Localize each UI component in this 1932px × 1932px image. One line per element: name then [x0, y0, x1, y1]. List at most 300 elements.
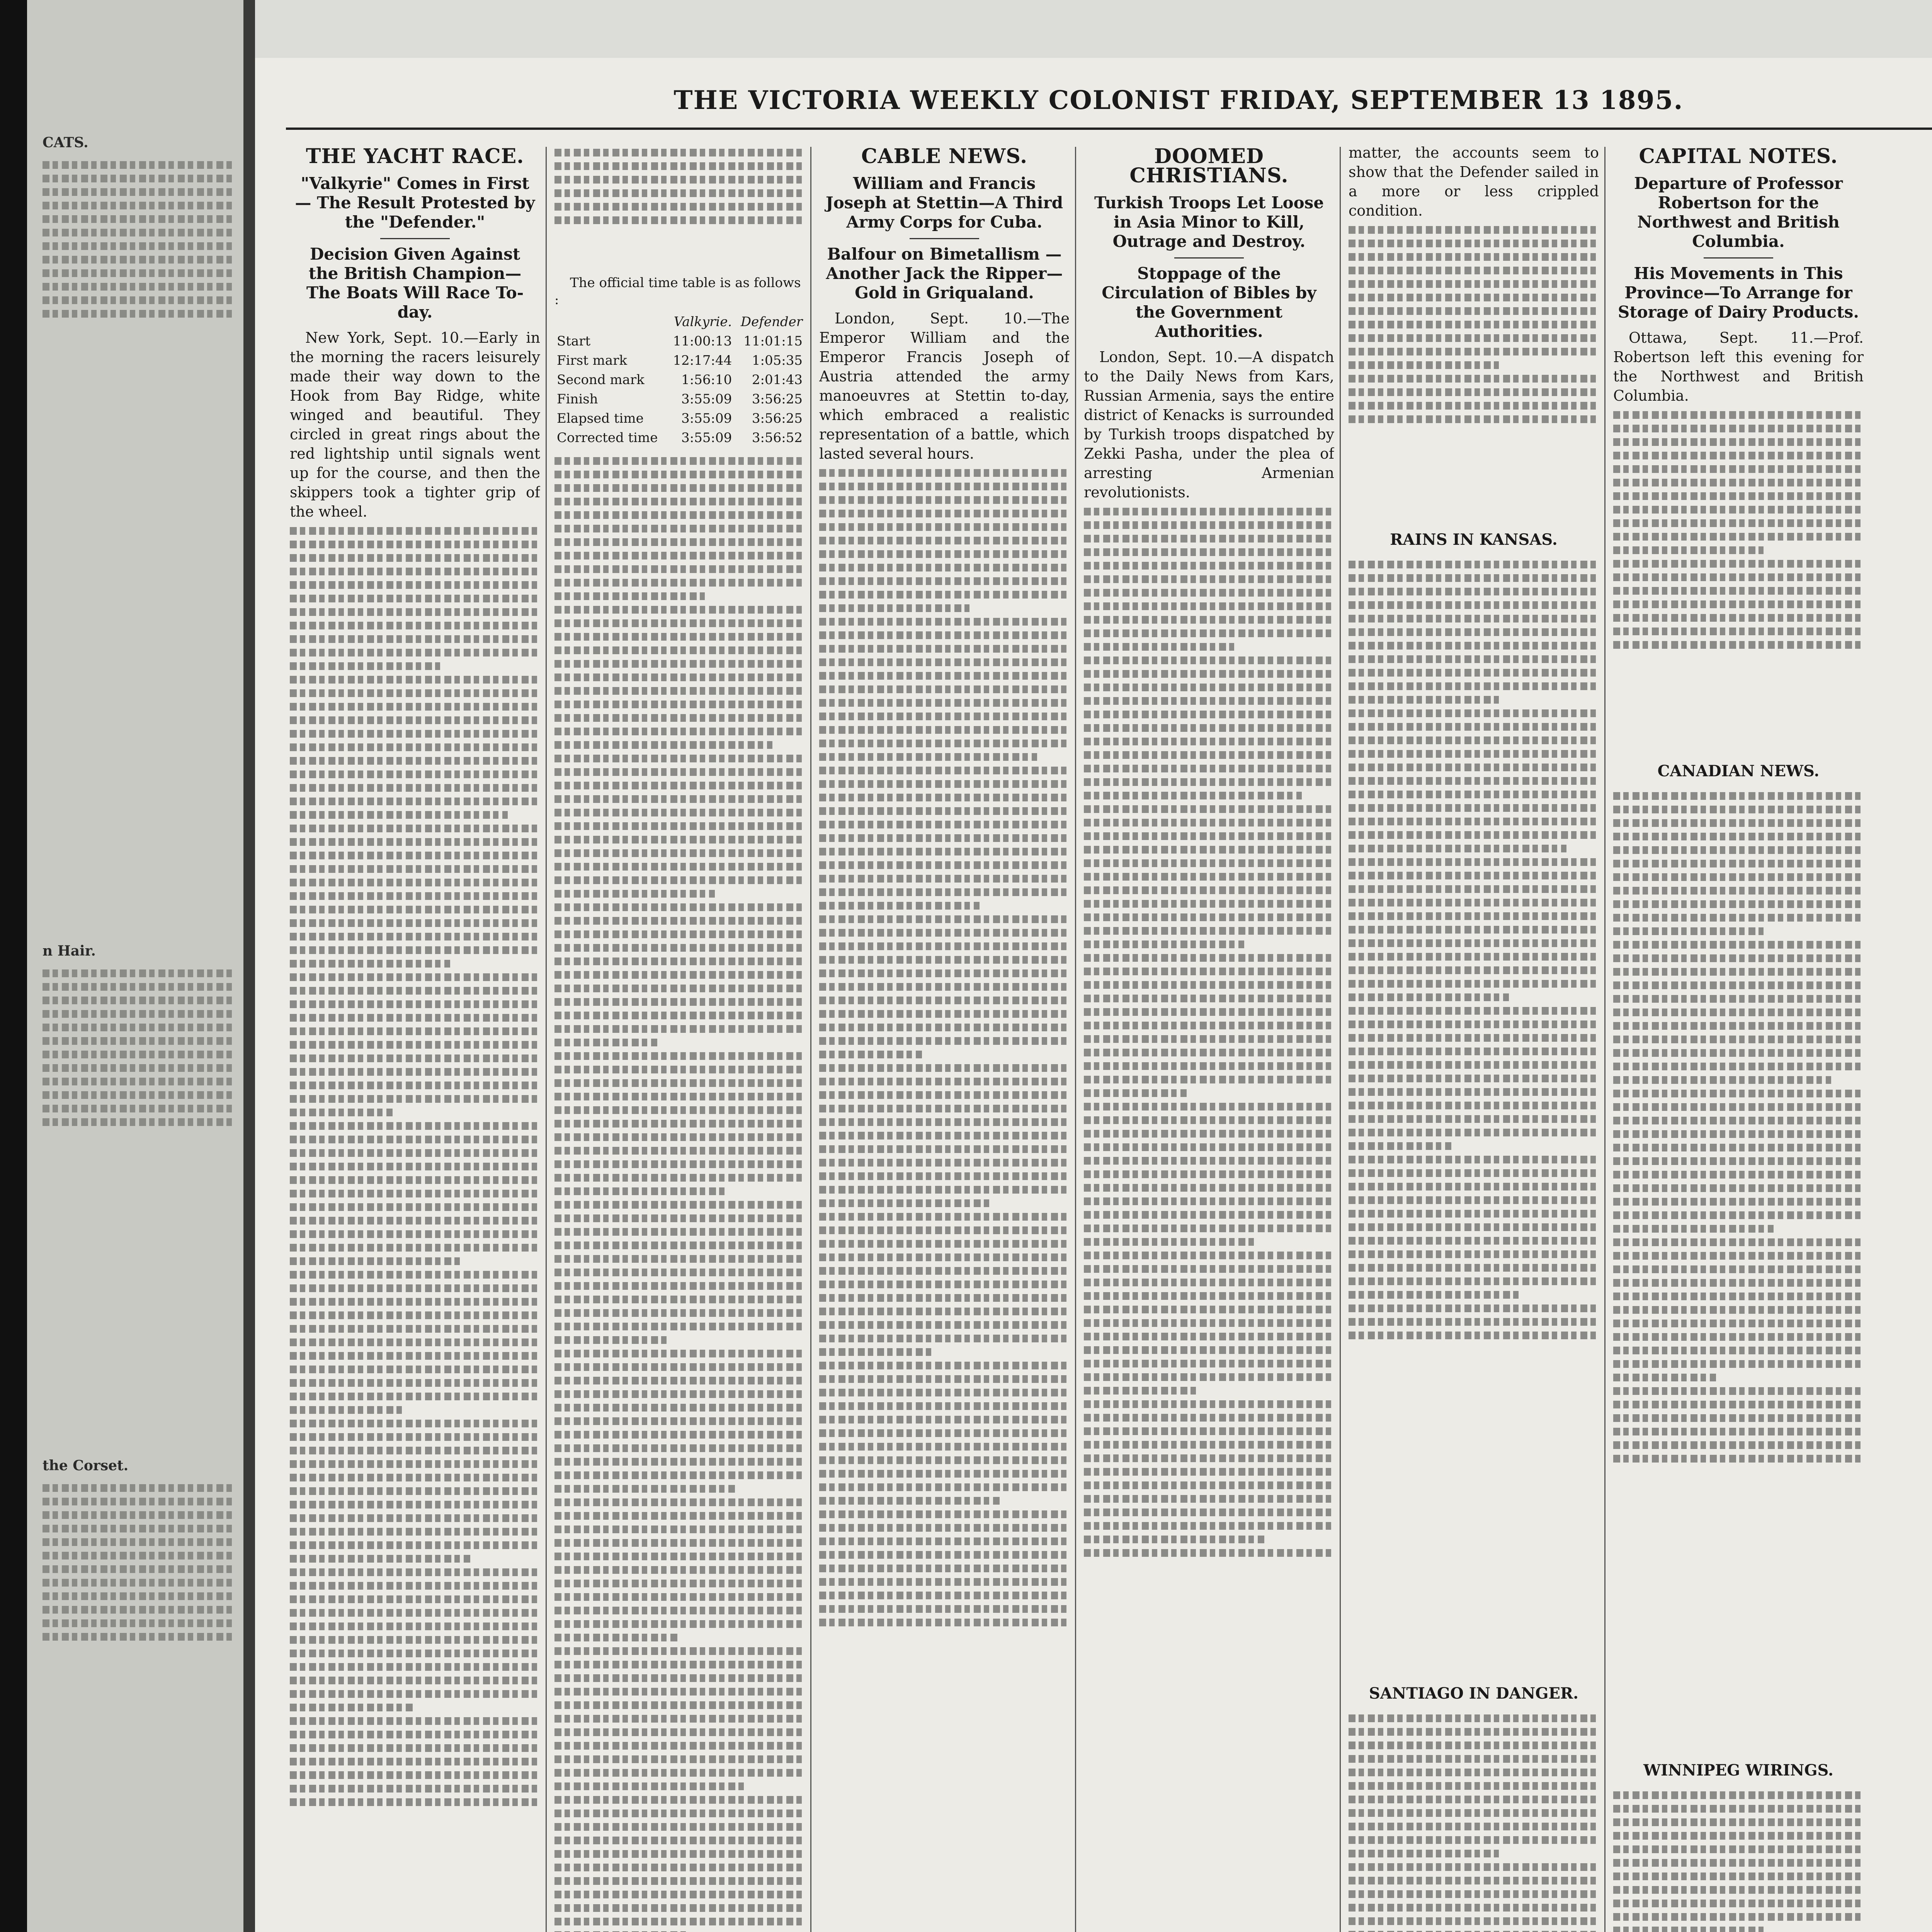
table-header-row	[554, 312, 805, 332]
text-line	[1613, 806, 1864, 813]
text-line	[1613, 1900, 1864, 1907]
text-line	[554, 1823, 805, 1831]
text-line	[1349, 1142, 1451, 1150]
article-deck: Stoppage of the Circulation of Bibles by the Government Authorities.	[1102, 264, 1316, 341]
text-line	[819, 834, 1070, 842]
text-line	[290, 1460, 540, 1468]
table-row	[554, 428, 805, 447]
text-line	[819, 848, 1070, 855]
column-3	[819, 143, 1070, 1932]
text-line	[290, 1555, 470, 1563]
text-line	[1349, 388, 1599, 396]
text-line	[554, 1012, 805, 1019]
text-line	[819, 1037, 1070, 1045]
text-line	[1349, 1048, 1599, 1055]
text-line	[819, 1226, 1070, 1234]
text-line	[1349, 588, 1599, 595]
text-line	[819, 740, 1070, 747]
text-line	[1349, 764, 1599, 771]
text-line	[819, 1186, 1070, 1194]
text-line	[1613, 1184, 1864, 1192]
text-line	[554, 917, 805, 925]
text-line	[1084, 1022, 1334, 1029]
article-lead: Ottawa, Sept. 11.—Prof. Robertson left this evening for the Northwest and British Columbia.	[1613, 329, 1864, 404]
text-line	[819, 537, 1070, 544]
text-line	[1084, 1062, 1334, 1070]
text-line	[1084, 1441, 1334, 1449]
text-line	[554, 728, 805, 735]
article-subheading: WINNIPEG WIRINGS.	[1643, 1761, 1833, 1779]
text-line	[1349, 1809, 1599, 1817]
text-line	[1084, 913, 1334, 921]
text-line	[290, 1582, 540, 1590]
text-line	[1613, 819, 1864, 827]
text-line	[819, 807, 1070, 815]
text-line	[1613, 1360, 1864, 1368]
text-line	[819, 1416, 1070, 1423]
text-line	[819, 1375, 1070, 1383]
text-line	[1084, 1008, 1334, 1016]
text-line	[290, 703, 540, 711]
text-line	[1613, 425, 1864, 432]
text-line	[290, 784, 540, 792]
text-line	[1084, 1116, 1334, 1124]
table-cell: 1:05:35	[752, 353, 803, 368]
text-line	[290, 852, 540, 859]
text-line	[290, 1352, 540, 1360]
text-line	[1613, 1886, 1864, 1894]
text-line	[290, 1000, 540, 1008]
text-line	[819, 1281, 1070, 1288]
text-line	[554, 646, 805, 654]
text-line	[819, 1159, 1070, 1167]
text-line	[1349, 561, 1599, 568]
text-line	[554, 998, 805, 1006]
text-line	[1084, 1319, 1334, 1327]
text-line	[1084, 1049, 1334, 1056]
text-line	[1613, 1859, 1864, 1867]
text-line	[554, 1634, 677, 1641]
text-line	[290, 1785, 540, 1793]
text-line	[1349, 1007, 1599, 1015]
text-line	[1084, 1373, 1334, 1381]
article-body	[290, 521, 540, 1932]
text-line	[1349, 294, 1599, 301]
text-line	[554, 985, 805, 992]
text-line	[1084, 1265, 1334, 1273]
article-lead: New York, Sept. 10.—Early in the morning the racers leisurely made their way down to the Hook from Bay Ridge, white winged and beautiful. They circled in great rings about the red lightship until signals went up for the course, and then the skippers took a tighter grip of the wheel.	[290, 329, 540, 520]
text-line	[819, 1253, 1070, 1261]
text-line	[819, 902, 980, 910]
text-line	[1349, 939, 1599, 947]
text-line	[290, 1650, 540, 1657]
text-line	[290, 689, 540, 697]
text-line	[1349, 723, 1599, 731]
prev-page-heading: n Hair.	[43, 943, 96, 959]
text-line	[1349, 1755, 1599, 1763]
text-line	[1084, 656, 1334, 664]
text-line	[1613, 1387, 1864, 1395]
text-line	[1084, 954, 1334, 962]
text-line	[1613, 438, 1864, 446]
prev-page-text-block	[43, 964, 236, 1211]
text-line	[290, 1122, 540, 1130]
text-line	[1349, 240, 1599, 247]
text-line	[819, 1619, 1070, 1626]
text-line	[554, 1214, 805, 1222]
text-line	[819, 564, 1070, 571]
text-line	[1084, 548, 1334, 556]
column-rule	[1604, 147, 1605, 1932]
text-line	[1613, 1198, 1864, 1206]
text-line	[554, 673, 805, 681]
text-line	[554, 457, 805, 465]
text-line	[554, 579, 805, 587]
text-line	[819, 1308, 1070, 1315]
table-cell: 3:55:09	[681, 430, 732, 446]
article-body	[554, 451, 805, 1932]
text-line	[554, 1269, 805, 1276]
article-body	[1349, 555, 1599, 1675]
text-line	[554, 1742, 805, 1750]
text-line	[1084, 1238, 1254, 1246]
article-headline: CAPITAL NOTES.	[1639, 145, 1838, 168]
text-line	[554, 809, 805, 816]
text-line	[1349, 858, 1599, 866]
text-line	[1613, 833, 1864, 840]
text-line	[819, 510, 1070, 517]
text-line	[290, 1027, 540, 1035]
text-line	[1613, 573, 1864, 581]
text-line	[290, 1203, 540, 1211]
text-line	[1349, 1250, 1599, 1258]
text-line	[290, 838, 540, 846]
text-line	[1349, 1088, 1599, 1096]
text-line	[554, 1201, 805, 1209]
text-line	[554, 1282, 805, 1290]
text-line	[290, 622, 540, 629]
text-line	[1613, 614, 1864, 622]
text-line	[554, 1877, 805, 1885]
text-line	[819, 1199, 990, 1207]
column-4	[1084, 143, 1334, 1932]
text-line	[290, 1176, 540, 1184]
text-line	[554, 149, 805, 156]
text-line	[290, 1298, 540, 1306]
text-line	[290, 1622, 540, 1630]
text-line	[554, 1566, 805, 1574]
text-line	[554, 1309, 805, 1317]
text-line	[554, 1296, 805, 1303]
text-line	[1349, 574, 1599, 582]
text-line	[1613, 600, 1864, 608]
text-line	[1613, 1805, 1864, 1813]
text-line	[819, 888, 1070, 896]
text-line	[554, 1417, 805, 1425]
text-line	[1613, 1252, 1864, 1260]
article-headline: DOOMED CHRISTIANS.	[1129, 145, 1289, 187]
text-line	[554, 1755, 805, 1763]
text-line	[554, 1323, 805, 1330]
text-line	[1349, 307, 1599, 315]
text-line	[290, 568, 540, 575]
text-line	[554, 619, 805, 627]
text-line	[1084, 1427, 1334, 1435]
text-line	[554, 1918, 805, 1925]
text-line	[819, 794, 1070, 801]
text-line	[554, 203, 805, 211]
text-line	[554, 1350, 805, 1357]
text-line	[819, 997, 1070, 1004]
text-line	[819, 1064, 1070, 1072]
article-continuation: matter, the accounts seem to show that the Defender sailed in a more or less crippled condition.	[1349, 144, 1599, 219]
text-line	[1084, 940, 1244, 948]
text-line	[290, 1690, 540, 1698]
text-line	[819, 767, 1070, 774]
text-line	[290, 1704, 413, 1711]
text-line	[1613, 1049, 1864, 1057]
text-line	[554, 849, 805, 857]
text-line	[1613, 1414, 1864, 1422]
text-line	[1349, 1714, 1599, 1722]
text-line	[290, 798, 540, 805]
text-line	[819, 699, 1070, 707]
column-rule	[1340, 147, 1341, 1932]
text-line	[290, 595, 540, 602]
text-line	[1613, 479, 1864, 486]
text-line	[819, 1051, 922, 1058]
text-line	[1084, 1468, 1334, 1476]
article-deck: William and Francis Joseph at Stettin—A Third Army Corps for Cuba.	[825, 174, 1063, 231]
text-line	[819, 1321, 1070, 1329]
text-line	[1349, 1196, 1599, 1204]
text-line	[554, 552, 805, 560]
text-line	[554, 768, 805, 776]
text-line	[1613, 1171, 1864, 1179]
text-line	[1349, 1291, 1519, 1299]
prev-page-text-block	[43, 1478, 236, 1726]
text-line	[554, 1106, 805, 1114]
text-line	[1613, 546, 1764, 554]
text-line	[554, 1728, 805, 1736]
text-line	[1084, 1346, 1334, 1354]
table-row	[554, 389, 805, 409]
article-subheading: CANADIAN NEWS.	[1657, 762, 1820, 780]
text-line	[554, 1580, 805, 1587]
text-line	[1084, 697, 1334, 705]
text-line	[1613, 1036, 1864, 1043]
prev-page-text-block	[43, 155, 236, 403]
text-line	[554, 1485, 735, 1493]
text-line	[1349, 1318, 1599, 1326]
text-line	[1084, 670, 1334, 678]
text-line	[554, 1187, 725, 1195]
text-line	[1349, 1304, 1599, 1312]
text-line	[290, 1487, 540, 1495]
text-line	[554, 538, 805, 546]
text-line	[1349, 1796, 1599, 1803]
text-line	[1349, 655, 1599, 663]
text-line	[1349, 750, 1599, 758]
text-line	[1349, 642, 1599, 650]
text-line	[1349, 831, 1599, 839]
text-line	[290, 987, 540, 995]
text-line	[819, 1578, 1070, 1586]
table-cell: Second mark	[557, 372, 645, 388]
table-header-cell: Defender	[740, 314, 803, 330]
text-line	[554, 1850, 805, 1858]
article-deck: "Valkyrie" Comes in First — The Result Protested by the "Defender."	[295, 174, 535, 231]
text-line	[1084, 873, 1334, 881]
page-gutter	[243, 0, 255, 1932]
text-line	[1613, 846, 1864, 854]
text-line	[1613, 1401, 1864, 1408]
text-line	[554, 484, 805, 492]
text-line	[290, 946, 540, 954]
text-line	[554, 890, 715, 898]
text-line	[290, 919, 540, 927]
text-line	[290, 906, 540, 913]
text-line	[554, 782, 805, 789]
text-line	[819, 1145, 1070, 1153]
text-line	[290, 716, 540, 724]
text-line	[290, 811, 508, 819]
text-line	[554, 1526, 805, 1533]
text-line	[290, 1163, 540, 1170]
text-line	[819, 1537, 1070, 1545]
text-line	[1349, 669, 1599, 677]
text-line	[1084, 589, 1334, 597]
text-line	[554, 1377, 805, 1384]
text-line	[819, 604, 969, 612]
article-deck: His Movements in This Province—To Arrange for Storage of Dairy Products.	[1617, 264, 1859, 321]
text-line	[554, 1255, 805, 1263]
table-cell: 3:56:25	[752, 411, 803, 426]
text-line	[819, 1389, 1070, 1396]
text-line	[1349, 280, 1599, 288]
text-line	[819, 915, 1070, 923]
text-line	[290, 1595, 540, 1603]
text-line	[819, 483, 1070, 490]
text-line	[290, 1149, 540, 1157]
text-line	[819, 1240, 1070, 1248]
text-line	[819, 1483, 1070, 1491]
text-line	[1349, 1890, 1599, 1898]
text-line	[554, 1674, 805, 1682]
text-line	[1349, 1237, 1599, 1245]
article-subheading: SANTIAGO IN DANGER.	[1369, 1684, 1579, 1702]
text-line	[290, 1514, 540, 1522]
text-line	[554, 1120, 805, 1128]
text-line	[554, 1593, 805, 1601]
text-line	[554, 687, 805, 695]
text-line	[1613, 587, 1864, 595]
text-line	[1084, 846, 1334, 854]
text-line	[1349, 1223, 1599, 1231]
text-line	[290, 1041, 540, 1049]
text-line	[1349, 226, 1599, 234]
text-line	[290, 1677, 540, 1684]
text-line	[1613, 941, 1864, 949]
text-line	[1349, 1020, 1599, 1028]
column-1	[290, 143, 540, 1932]
text-line	[290, 1636, 540, 1644]
text-line	[1613, 1117, 1864, 1124]
text-line	[1349, 601, 1599, 609]
text-line	[819, 577, 1070, 585]
text-line	[554, 660, 805, 668]
text-line	[554, 1093, 805, 1100]
article-headline: THE YACHT RACE.	[306, 145, 524, 168]
text-line	[290, 879, 540, 886]
text-line	[1084, 1414, 1334, 1422]
text-line	[1349, 1904, 1599, 1912]
text-line	[290, 1054, 540, 1062]
text-line	[1084, 602, 1334, 610]
text-line	[1084, 616, 1334, 624]
text-line	[1613, 900, 1864, 908]
text-line	[1084, 792, 1302, 799]
column-6	[1613, 143, 1864, 1932]
text-line	[554, 633, 805, 641]
text-line	[290, 1082, 540, 1089]
scanner-border	[0, 0, 27, 1932]
text-line	[1084, 981, 1334, 989]
text-line	[554, 1539, 805, 1547]
text-line	[554, 1891, 805, 1898]
text-line	[1349, 993, 1509, 1001]
text-line	[1084, 765, 1334, 772]
text-line	[290, 581, 540, 589]
text-line	[819, 1605, 1070, 1613]
text-line	[1084, 1089, 1187, 1097]
text-line	[1349, 682, 1599, 690]
text-line	[1084, 1252, 1334, 1259]
text-line	[1613, 954, 1864, 962]
text-line	[1084, 1170, 1334, 1178]
text-line	[1084, 684, 1334, 691]
text-line	[819, 1024, 1070, 1031]
text-line	[554, 971, 805, 979]
column-2	[554, 143, 805, 1932]
text-line	[1349, 1156, 1599, 1163]
text-line	[1613, 927, 1764, 935]
text-line	[554, 511, 805, 519]
text-line	[290, 1109, 393, 1116]
text-line	[1349, 1129, 1599, 1136]
text-line	[1349, 1277, 1599, 1285]
text-line	[1084, 1184, 1334, 1192]
text-line	[1613, 1225, 1774, 1233]
text-line	[1084, 1509, 1334, 1516]
text-line	[1613, 1293, 1864, 1300]
table-row	[554, 351, 805, 370]
text-line	[1613, 1791, 1864, 1799]
text-line	[290, 1271, 540, 1279]
text-line	[290, 554, 540, 562]
text-line	[1084, 1279, 1334, 1286]
text-line	[1613, 1333, 1864, 1341]
text-line	[819, 1118, 1070, 1126]
text-line	[554, 1715, 805, 1723]
text-line	[819, 1294, 1070, 1302]
deck-rule	[910, 238, 979, 239]
text-line	[554, 1039, 657, 1046]
text-line	[290, 1393, 540, 1400]
text-line	[819, 672, 1070, 680]
text-line	[1084, 1481, 1334, 1489]
text-line	[290, 1717, 540, 1725]
